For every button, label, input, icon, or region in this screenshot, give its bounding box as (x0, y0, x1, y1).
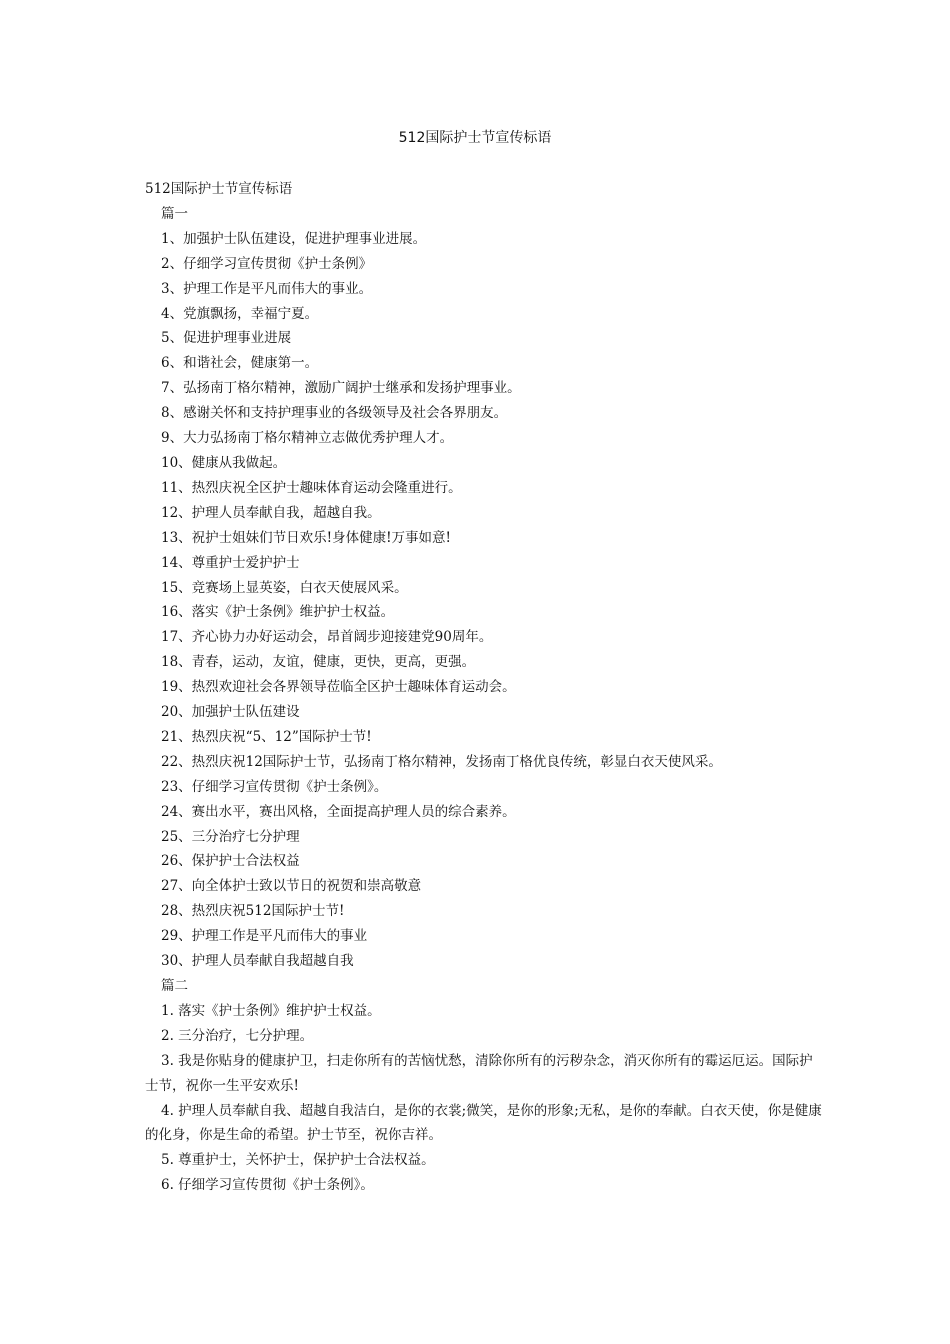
list-item: 5、促进护理事业进展 (161, 330, 292, 347)
document-body (145, 177, 825, 1198)
list-item: 1. 落实《护士条例》维护护士权益。 (161, 1002, 381, 1019)
list-item: 17、齐心协力办好运动会，昂首阔步迎接建党90周年。 (161, 629, 493, 646)
list-item: 25、三分治疗七分护理 (161, 828, 300, 845)
list-item: 2. 三分治疗，七分护理。 (161, 1027, 314, 1044)
document-title: 512国际护士节宣传标语 (398, 130, 552, 146)
list-item: 1、加强护士队伍建设，促进护理事业进展。 (161, 230, 427, 247)
list-item: 23、仔细学习宣传贯彻《护士条例》。 (161, 778, 388, 795)
list-item: 7、弘扬南丁格尔精神，激励广阔护士继承和发扬护理事业。 (161, 380, 521, 397)
list-item: 3. 我是你贴身的健康护卫，扫走你所有的苦恼忧愁，清除你所有的污秽杂念，消灭你所有的霉运厄运。国际护士节，祝你一生平安欢乐! (145, 1052, 813, 1094)
list-item: 11、热烈庆祝全区护士趣味体育运动会隆重进行。 (161, 479, 462, 496)
list-item: 27、向全体护士致以节日的祝贺和崇高敬意 (161, 878, 422, 895)
section-1-list (145, 227, 825, 974)
list-item: 14、尊重护士爱护护士 (161, 554, 300, 571)
list-item: 6. 仔细学习宣传贯彻《护士条例》。 (161, 1177, 374, 1194)
list-item: 4. 护理人员奉献自我、超越自我洁白，是你的衣裳;微笑，是你的形象;无私，是你的奉献。白衣天使，你是健康的化身，你是生命的希望。护士节至，祝你吉祥。 (145, 1102, 822, 1144)
list-item: 15、竞赛场上显英姿，白衣天使展风采。 (161, 579, 408, 596)
list-item: 21、热烈庆祝“5、12”国际护士节! (161, 728, 372, 745)
list-item: 22、热烈庆祝12国际护士节，弘扬南丁格尔精神，发扬南丁格优良传统，彰显白衣天使风采。 (161, 753, 722, 770)
list-item: 26、保护护士合法权益 (161, 853, 300, 870)
list-item: 19、热烈欢迎社会各界领导莅临全区护士趣味体育运动会。 (161, 679, 516, 696)
list-item: 24、赛出水平，赛出风格，全面提高护理人员的综合素养。 (161, 803, 516, 820)
list-item: 3、护理工作是平凡而伟大的事业。 (161, 280, 373, 297)
section-2-list (145, 999, 825, 1198)
list-item: 13、祝护士姐妹们节日欢乐!身体健康!万事如意! (161, 529, 451, 546)
list-item: 16、落实《护士条例》维护护士权益。 (161, 604, 395, 621)
list-item: 4、党旗飘扬，幸福宁夏。 (161, 305, 319, 322)
list-item: 9、大力弘扬南丁格尔精神立志做优秀护理人才。 (161, 430, 454, 447)
list-item: 10、健康从我做起。 (161, 454, 287, 471)
section-label-2: 篇二 (161, 978, 188, 994)
list-item: 6、和谐社会，健康第一。 (161, 355, 319, 372)
list-item: 29、护理工作是平凡而伟大的事业 (161, 928, 368, 945)
list-item: 20、加强护士队伍建设 (161, 704, 300, 721)
list-item: 18、青春，运动，友谊，健康，更快，更高，更强。 (161, 654, 476, 671)
section-label-1: 篇一 (161, 205, 188, 222)
list-item: 2、仔细学习宣传贯彻《护士条例》 (161, 255, 373, 272)
list-item: 30、护理人员奉献自我超越自我 (161, 953, 354, 970)
list-item: 12、护理人员奉献自我，超越自我。 (161, 504, 381, 521)
list-item: 5. 尊重护士，关怀护士，保护护士合法权益。 (161, 1152, 435, 1169)
list-item: 8、感谢关怀和支持护理事业的各级领导及社会各界朋友。 (161, 405, 508, 422)
list-item: 28、热烈庆祝512国际护士节! (161, 903, 345, 920)
document-heading: 512国际护士节宣传标语 (145, 181, 293, 197)
